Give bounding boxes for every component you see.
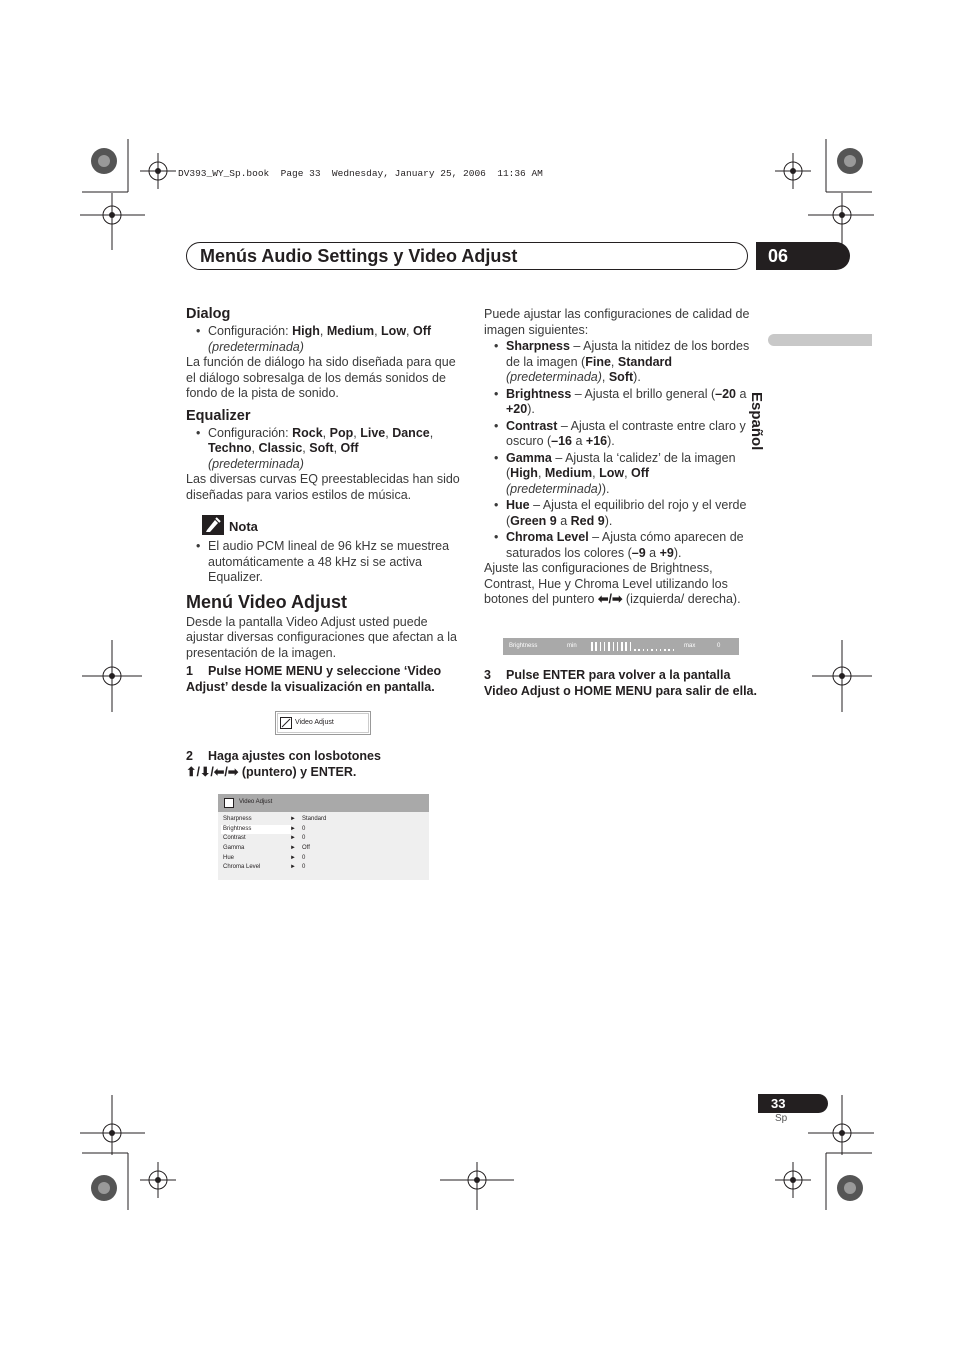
osd-row-label: Contrast bbox=[223, 835, 246, 842]
dialog-heading: Dialog bbox=[186, 306, 231, 322]
slider-tick-empty bbox=[664, 649, 666, 651]
video-adjust-icon bbox=[224, 798, 234, 808]
osd-row-value: 0 bbox=[302, 864, 306, 871]
slider-tick-filled bbox=[630, 642, 632, 651]
osd-row-arrow: ► bbox=[290, 854, 296, 861]
slider-tick-empty bbox=[651, 649, 653, 651]
chapter-number: 06 bbox=[756, 242, 850, 270]
video-adjust-paragraph: Desde la pantalla Video Adjust usted puede ajustar diversas configuraciones que afectan a la presentación de la imagen. bbox=[186, 614, 457, 660]
slider-tick-filled bbox=[600, 642, 602, 651]
equalizer-config: • Configuración: Rock, Pop, Live, Dance, Techno, Classic, Soft, Off (predeterminada) bbox=[186, 426, 460, 473]
osd-row-arrow: ► bbox=[290, 835, 296, 842]
slider-tick-empty bbox=[643, 649, 645, 651]
note-icon bbox=[202, 515, 224, 535]
osd-row-arrow: ► bbox=[290, 864, 296, 871]
adjust-paragraph: Ajuste las configuraciones de Brightness, Contrast, Hue y Chroma Level utilizando los botones del puntero ⬅/➡ (izquierda/ derecha). bbox=[484, 561, 741, 606]
osd-row-value: Off bbox=[302, 845, 310, 852]
osd-row-value: Standard bbox=[302, 816, 327, 822]
osd-row-value: 0 bbox=[302, 825, 306, 832]
slider-tick-empty bbox=[660, 649, 662, 651]
osd-menu-rows bbox=[218, 815, 429, 873]
osd-menu-row bbox=[221, 854, 429, 864]
slider-tick-empty bbox=[673, 649, 675, 651]
slider-tick-filled bbox=[595, 642, 597, 651]
osd-video-adjust-button: Video Adjust bbox=[275, 711, 371, 735]
slider-tick-empty bbox=[647, 649, 649, 651]
osd-menu-row bbox=[221, 815, 429, 825]
osd-row-label: Sharpness bbox=[223, 816, 252, 822]
osd-menu-row bbox=[221, 834, 429, 844]
language-tab bbox=[768, 334, 872, 346]
slider-tick-empty bbox=[634, 649, 636, 651]
osd-menu-row bbox=[221, 863, 429, 873]
slider-track bbox=[591, 642, 677, 651]
equalizer-paragraph: Las diversas curvas EQ preestablecidas han sido diseñadas para varios estilos de música. bbox=[186, 472, 460, 502]
dialog-config: • Configuración: High, Medium, Low, Off (predeterminada) bbox=[186, 324, 460, 355]
video-adjust-heading: Menú Video Adjust bbox=[186, 591, 348, 612]
language-label: Español bbox=[748, 392, 765, 451]
note-box bbox=[186, 515, 460, 537]
osd-row-label: Gamma bbox=[223, 845, 245, 852]
osd-row-label: Hue bbox=[223, 854, 235, 861]
item-sharpness: • Sharpness – Ajusta la nitidez de los bordes de la imagen (Fine, Standard (predeterminada), Soft). bbox=[484, 339, 758, 386]
page-title: Menús Audio Settings y Video Adjust bbox=[200, 246, 518, 266]
slider-tick-empty bbox=[656, 649, 658, 651]
item-brightness: • Brightness – Ajusta el brillo general (–20 a +20). bbox=[484, 387, 758, 418]
step-1: 1 Pulse HOME MENU y seleccione ‘Video Adjust’ desde la visualización en pantalla. bbox=[186, 664, 442, 694]
right-intro: Puede ajustar las configuraciones de calidad de imagen siguientes: bbox=[484, 307, 750, 337]
osd-menu-row bbox=[221, 825, 306, 835]
page-lang-code: Sp bbox=[775, 1113, 788, 1124]
step-2: 2 Haga ajustes con losbotones ⬆/⬇/⬅/➡ (puntero) y ENTER. bbox=[186, 749, 381, 779]
slider-tick-filled bbox=[625, 642, 627, 651]
slider-tick-filled bbox=[621, 642, 623, 651]
print-line: DV393_WY_Sp.book Page 33 Wednesday, January 25, 2006 11:36 AM bbox=[178, 168, 543, 179]
osd-row-arrow: ► bbox=[290, 825, 296, 832]
page-number: 33 bbox=[758, 1094, 828, 1113]
slider-tick-empty bbox=[638, 649, 640, 651]
osd-row-label: Brightness bbox=[223, 825, 252, 832]
osd-row-arrow: ► bbox=[290, 816, 296, 822]
video-adjust-icon bbox=[280, 717, 292, 729]
slider-tick-filled bbox=[608, 642, 610, 651]
equalizer-heading: Equalizer bbox=[186, 407, 251, 424]
item-contrast: • Contrast – Ajusta el contraste entre claro y oscuro (–16 a +16). bbox=[484, 419, 758, 450]
item-gamma: • Gamma – Ajusta la ‘calidez’ de la imagen (High, Medium, Low, Off (predeterminada)). bbox=[484, 451, 758, 498]
left-column bbox=[186, 306, 460, 695]
item-hue: • Hue – Ajusta el equilibrio del rojo y el verde (Green 9 a Red 9). bbox=[484, 498, 758, 529]
slider-tick-empty bbox=[668, 649, 670, 651]
slider-tick-filled bbox=[604, 642, 606, 651]
note-text: • El audio PCM lineal de 96 kHz se muestrea automáticamente a 48 kHz si se activa Equalizer. bbox=[186, 539, 460, 586]
osd-row-value: 0 bbox=[302, 835, 306, 842]
slider-tick-filled bbox=[617, 642, 619, 651]
osd-menu-titlebar: Video Adjust bbox=[218, 794, 429, 812]
osd-row-arrow: ► bbox=[290, 845, 296, 852]
slider-tick-filled bbox=[613, 642, 615, 651]
osd-row-label: Chroma Level bbox=[223, 864, 261, 871]
osd-row-value: 0 bbox=[302, 854, 306, 861]
slider-tick-filled bbox=[591, 642, 593, 651]
brightness-slider-osd: Brightness min max 0 bbox=[503, 638, 739, 655]
right-column bbox=[484, 307, 758, 608]
dialog-paragraph: La función de diálogo ha sido diseñada para que el diálogo sobresalga de los demás sonidos de fondo de la pista de sonido. bbox=[186, 355, 456, 400]
step-3: 3 Pulse ENTER para volver a la pantalla Video Adjust o HOME MENU para salir de ella. bbox=[484, 668, 757, 698]
item-chroma: • Chroma Level – Ajusta cómo aparecen de saturados los colores (–9 a +9). bbox=[484, 530, 758, 561]
osd-menu bbox=[218, 794, 429, 880]
note-title: Nota bbox=[229, 519, 258, 534]
osd-menu-row bbox=[221, 844, 429, 854]
